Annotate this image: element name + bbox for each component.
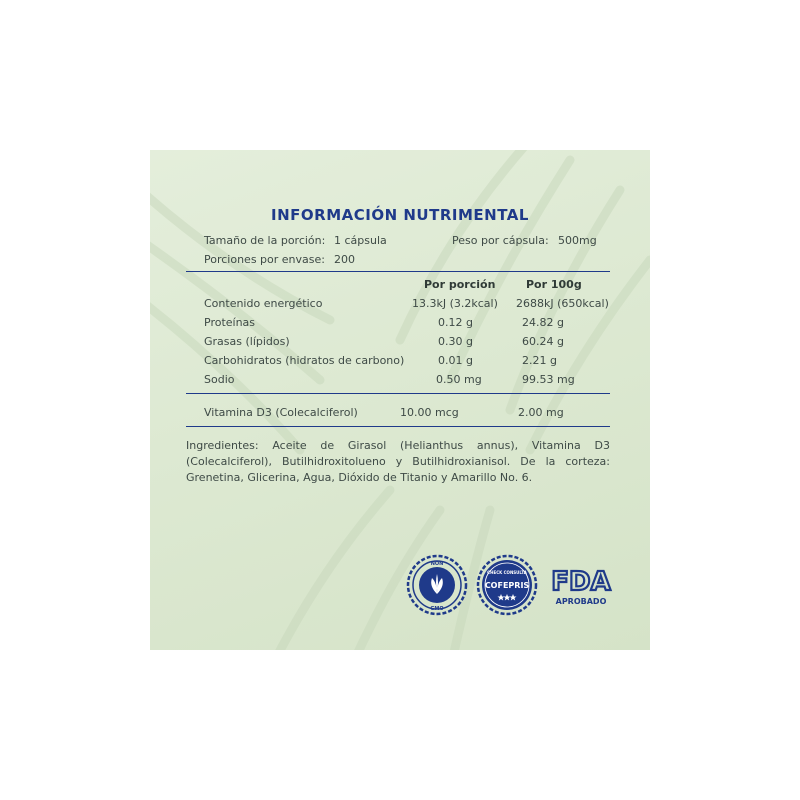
row-name: Grasas (lípidos) [204,335,290,348]
row-per-serving: 0.30 g [438,335,473,348]
row-per-100g: 24.82 g [522,316,564,329]
vitamin-per-100g: 2.00 mg [518,406,564,419]
serving-size-value: 1 cápsula [334,234,387,247]
fda-main-text: FDA [551,567,611,597]
row-name: Carbohidratos (hidratos de carbono) [204,354,405,367]
nutrition-panel [150,150,650,650]
row-per-100g: 60.24 g [522,335,564,348]
cofepris-badge [476,554,538,616]
row-name: Sodio [204,373,235,386]
vitamin-per-serving: 10.00 mcg [400,406,459,419]
serving-size-label: Tamaño de la porción: [204,234,326,247]
non-gmo-badge [406,554,468,616]
row-per-serving: 13.3kJ (3.2kcal) [412,297,498,310]
divider [186,426,610,427]
row-per-100g: 99.53 mg [522,373,575,386]
col-header-per-serving: Por porción [424,278,496,291]
row-per-100g: 2688kJ (650kcal) [516,297,609,310]
divider [186,393,610,394]
panel-title: INFORMACIÓN NUTRIMENTAL [271,206,529,224]
fda-logo [546,554,616,616]
capsule-weight-value: 500mg [558,234,597,247]
capsule-weight-label: Peso por cápsula: [452,234,549,247]
row-name: Proteínas [204,316,256,329]
servings-value: 200 [334,253,355,266]
col-header-per-100g: Por 100g [526,278,582,291]
cofepris-main-text: COFEPRIS [484,581,530,590]
cofepris-top-text: CHECK CONSULTA [487,570,527,575]
row-per-100g: 2.21 g [522,354,557,367]
row-per-serving: 0.12 g [438,316,473,329]
vitamin-name: Vitamina D3 (Colecalciferol) [204,406,358,419]
divider [186,271,610,272]
non-gmo-bottom-text: GMO [430,606,444,612]
row-per-serving: 0.50 mg [436,373,482,386]
fda-sub-text: APROBADO [555,597,607,606]
servings-label: Porciones por envase: [204,253,325,266]
row-name: Contenido energético [204,297,323,310]
non-gmo-top-text: NON [430,561,444,567]
row-per-serving: 0.01 g [438,354,473,367]
ingredients-text: Ingredientes: Aceite de Girasol (Helianthus annus), Vitamina D3 (Colecalciferol), Butilhidroxitolueno y Butilhidroxianisol. De la corteza: Grenetina, Glicerina, Agua, Dióxido de Titanio y Amarillo No. 6. [186,439,610,484]
